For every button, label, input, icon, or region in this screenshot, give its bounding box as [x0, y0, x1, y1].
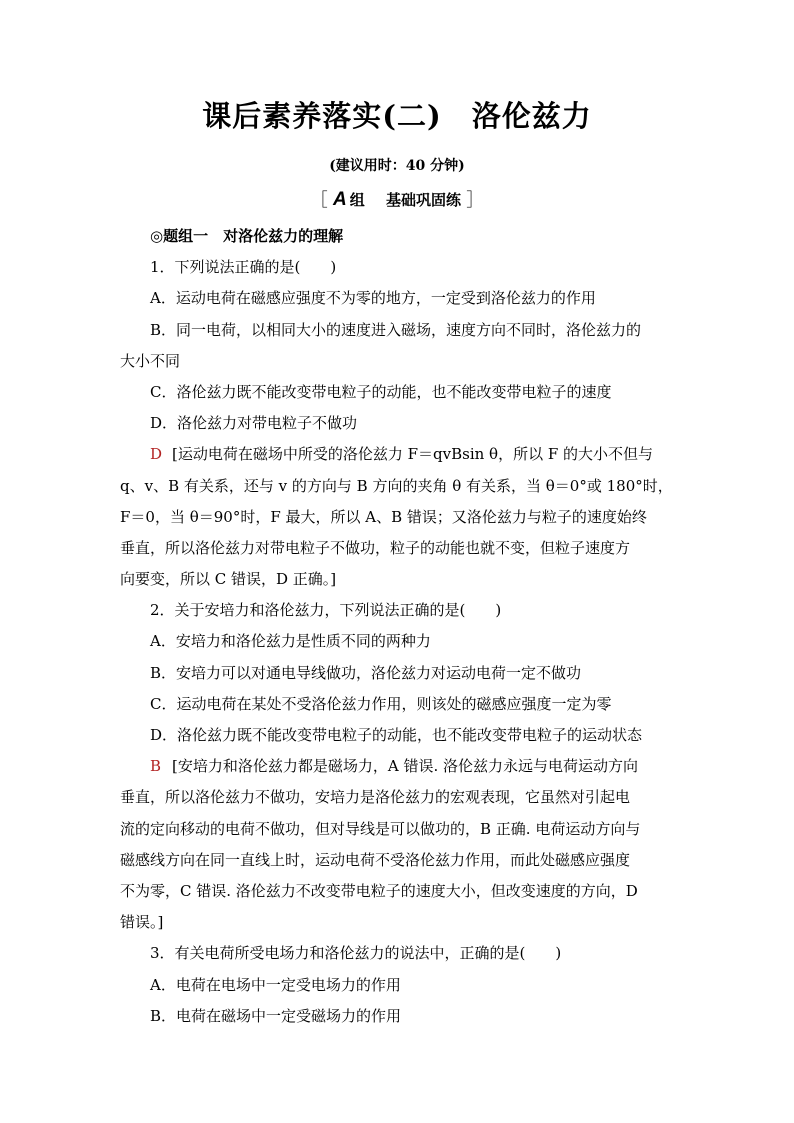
- q2-explanation-line: 流的定向移动的电荷不做功，但对导线是可以做功的，B 正确. 电荷运动方向与: [120, 819, 641, 838]
- group-heading: [0, 186, 794, 212]
- suggested-time: (建议用时：40 分钟): [329, 158, 465, 174]
- q1-explanation-line: q、v、B 有关系，还与 v 的方向与 B 方向的夹角 θ 有关系，当 θ＝0°或 180°时，: [120, 476, 673, 495]
- topic-heading: ◎题组一 对洛伦兹力的理解: [150, 227, 344, 245]
- group-suffix: 组: [349, 191, 365, 209]
- q2-answer: B: [150, 757, 162, 776]
- title-topic: 洛伦兹力: [471, 99, 592, 133]
- q1-option-d: D．洛伦兹力对带电粒子不做功: [150, 414, 358, 433]
- q1-answer: D: [150, 445, 163, 464]
- q1-explanation-line: 向要变，所以 C 错误，D 正确。]: [120, 570, 337, 589]
- page-title: [0, 94, 794, 135]
- left-bracket: ［: [309, 190, 328, 211]
- q1-option-b: B．同一电荷，以相同大小的速度进入磁场，速度方向不同时，洛伦兹力的: [150, 320, 642, 339]
- q1-explanation-text: [运动电荷在磁场中所受的洛伦兹力 F＝qvBsin θ，所以 F 的大小不但与: [172, 445, 654, 464]
- right-bracket: ］: [466, 190, 485, 211]
- q2-option-a: A．安培力和洛伦兹力是性质不同的两种力: [150, 632, 431, 651]
- q3-stem: 3．有关电荷所受电场力和洛伦兹力的说法中，正确的是( ): [150, 944, 562, 963]
- q2-explanation-line: [120, 751, 676, 782]
- group-name: 基础巩固练: [385, 191, 461, 209]
- q2-option-b: B．安培力可以对通电导线做功，洛伦兹力对运动电荷一定不做功: [150, 663, 582, 682]
- q1-option-b-cont: 大小不同: [120, 351, 181, 370]
- q1-stem: 1．下列说法正确的是( ): [150, 258, 337, 277]
- q1-explanation-line: F＝0，当 θ＝90°时，F 最大，所以 A、B 错误；又洛伦兹力与粒子的速度始终: [120, 507, 647, 526]
- q1-option-a: A．运动电荷在磁感应强度不为零的地方，一定受到洛伦兹力的作用: [150, 289, 596, 308]
- q1-option-c: C．洛伦兹力既不能改变带电粒子的动能，也不能改变带电粒子的速度: [150, 382, 612, 401]
- q2-stem: 2．关于安培力和洛伦兹力，下列说法正确的是( ): [150, 601, 502, 620]
- q2-explanation-line: 磁感线方向在同一直线上时，运动电荷不受洛伦兹力作用，而此处磁感应强度: [120, 850, 631, 869]
- title-main: 课后素养落实(二): [202, 99, 442, 133]
- q1-explanation-line: 垂直，所以洛伦兹力对带电粒子不做功，粒子的动能也就不变，但粒子速度方: [120, 538, 631, 557]
- q2-explanation-line: 错误。]: [120, 913, 164, 932]
- questions-body: [120, 221, 676, 1032]
- q2-explanation-text: [安培力和洛伦兹力都是磁场力，A 错误. 洛伦兹力永远与电荷运动方向: [172, 757, 638, 776]
- q3-option-a: A．电荷在电场中一定受电场力的作用: [150, 975, 401, 994]
- q2-option-d: D．洛伦兹力既不能改变带电粒子的动能，也不能改变带电粒子的运动状态: [150, 726, 643, 744]
- q2-option-c: C．运动电荷在某处不受洛伦兹力作用，则该处的磁感应强度一定为零: [150, 694, 612, 713]
- q1-explanation-line: [120, 439, 676, 470]
- group-letter: A: [333, 189, 347, 210]
- q2-explanation-line: 不为零，C 错误. 洛伦兹力不改变带电粒子的速度大小，但改变速度的方向，D: [120, 881, 638, 900]
- q2-explanation-line: 垂直，所以洛伦兹力不做功，安培力是洛伦兹力的宏观表现，它虽然对引起电: [120, 788, 631, 807]
- q3-option-b: B．电荷在磁场中一定受磁场力的作用: [150, 1006, 402, 1025]
